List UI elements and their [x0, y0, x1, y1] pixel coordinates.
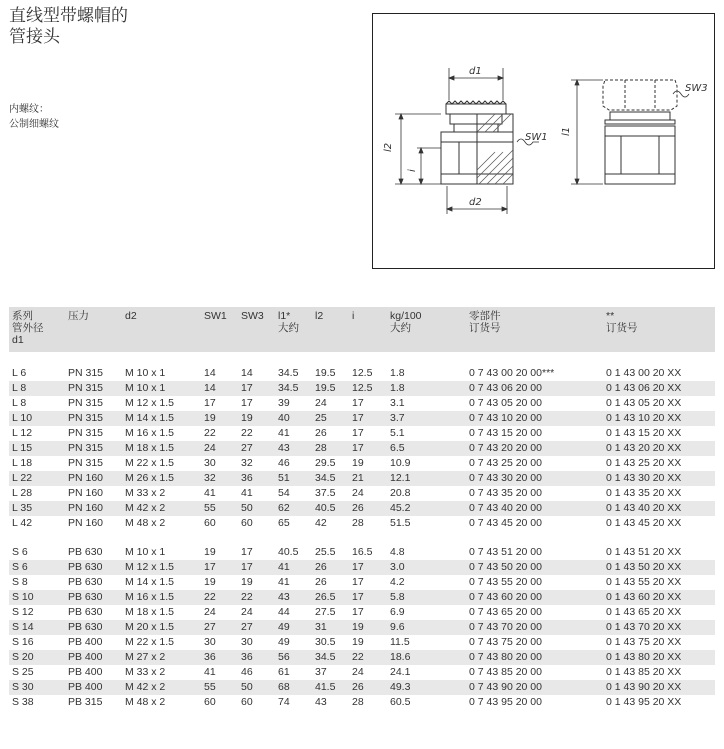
cell-order-number: 0 1 43 45 20 XX: [606, 517, 682, 529]
cell-sw1: 32: [201, 471, 238, 486]
cell-pressure: PB 315: [68, 696, 103, 708]
cell-sw3: 36: [238, 471, 275, 486]
cell-series: L 12: [12, 427, 33, 439]
cell-d2: M 20 x 1.5: [122, 620, 201, 635]
cell-series: S 30: [9, 680, 65, 695]
cell-order-number: 0 1 43 75 20 XX: [606, 636, 682, 648]
table-row: [9, 575, 715, 590]
col-header-i: i: [349, 307, 381, 352]
cell-d2: M 10 x 1: [125, 546, 166, 558]
dim-sw1-label: SW1: [525, 132, 548, 143]
col-header-weight: kg/100 大约: [381, 307, 466, 352]
cell-l1: 44: [278, 606, 290, 618]
cell-pressure: PN 315: [68, 367, 104, 379]
cell-l2: 37: [315, 666, 327, 678]
cell-l2: 30.5: [315, 636, 336, 648]
cell-l2: 42: [315, 517, 327, 529]
cell-l2: 19.5: [312, 381, 349, 396]
dim-i-label: i: [407, 169, 418, 172]
cell-part-number: 0 7 43 75 20 00: [469, 636, 542, 648]
cell-sw3: 50: [238, 501, 275, 516]
cell-sw3: 36: [238, 650, 275, 665]
cell-i: 17: [352, 606, 364, 618]
cell-sw1: 41: [204, 487, 216, 499]
cell-weight: 24.1: [390, 666, 411, 678]
cell-i: 28: [352, 696, 364, 708]
cell-series: S 10: [9, 590, 65, 605]
cell-sw1: 36: [201, 650, 238, 665]
cell-l2: 43: [315, 696, 327, 708]
cell-l2: 31: [312, 620, 349, 635]
cell-part-number: 0 7 43 65 20 00: [469, 606, 542, 618]
cell-sw1: 55: [201, 501, 238, 516]
cell-l1: 41: [278, 427, 290, 439]
table-row: [9, 665, 715, 680]
cell-weight: 6.9: [390, 606, 405, 618]
cell-part-number: 0 7 43 00 20 00***: [469, 367, 555, 379]
cell-weight: 3.7: [381, 411, 466, 426]
cell-weight: 9.6: [381, 620, 466, 635]
cell-sw1: 30: [204, 457, 216, 469]
table-row: [9, 695, 715, 710]
cell-weight: 60.5: [390, 696, 411, 708]
cell-sw1: 60: [204, 696, 216, 708]
cell-weight: 10.9: [390, 457, 411, 469]
cell-i: 17: [349, 590, 381, 605]
cell-l2: 28: [312, 441, 349, 456]
cell-l2: 37.5: [315, 487, 336, 499]
page-title: [9, 6, 128, 48]
col-header-d2: d2: [122, 307, 201, 352]
cell-l1: 46: [278, 457, 290, 469]
group-spacer: [9, 531, 715, 545]
cell-sw3: 17: [238, 381, 275, 396]
technical-drawing: [372, 13, 715, 269]
cell-pressure: PN 315: [68, 457, 104, 469]
table-row: [9, 501, 715, 516]
cell-weight: 6.5: [381, 441, 466, 456]
table-row: [9, 635, 715, 650]
cell-sw3: 24: [241, 606, 253, 618]
cell-sw3: 14: [241, 367, 253, 379]
cell-sw3: 17: [241, 546, 253, 558]
cell-series: L 10: [9, 411, 65, 426]
table-row: [9, 590, 715, 605]
table-row: [9, 426, 715, 441]
cell-order-number: 0 1 43 70 20 XX: [603, 620, 715, 635]
table-row: [9, 516, 715, 531]
cell-order-number: 0 1 43 80 20 XX: [603, 650, 715, 665]
cell-order-number: 0 1 43 00 20 XX: [606, 367, 682, 379]
cell-l1: 51: [275, 471, 312, 486]
cell-l1: 49: [275, 620, 312, 635]
cell-order-number: 0 1 43 90 20 XX: [603, 680, 715, 695]
cell-pressure: PN 160: [68, 517, 104, 529]
cell-d2: M 10 x 1: [122, 381, 201, 396]
cell-part-number: 0 7 43 06 20 00: [466, 381, 603, 396]
cell-l1: 49: [278, 636, 290, 648]
cell-series: S 14: [9, 620, 65, 635]
title-line-1: 直线型带螺帽的: [9, 6, 128, 26]
cell-sw3: 27: [238, 441, 275, 456]
col-header-l2: l2: [312, 307, 349, 352]
cell-i: 17: [352, 427, 364, 439]
col-header-pressure: 压力: [65, 307, 122, 352]
cell-part-number: 0 7 43 35 20 00: [469, 487, 542, 499]
table-row: [9, 396, 715, 411]
cell-pressure: PB 630: [65, 590, 122, 605]
cell-l2: 24: [315, 397, 327, 409]
cell-series: L 28: [12, 487, 33, 499]
table-row: [9, 486, 715, 501]
table-row: [9, 680, 715, 695]
cell-part-number: 0 7 43 70 20 00: [466, 620, 603, 635]
fitting-drawing-svg: [373, 14, 716, 270]
cell-pressure: PB 400: [68, 636, 103, 648]
cell-sw1: 19: [204, 546, 216, 558]
col-header-sw1: SW1: [201, 307, 238, 352]
cell-d2: M 18 x 1.5: [125, 606, 175, 618]
dimensions-table: [9, 307, 715, 710]
nut-dashed: [603, 80, 677, 110]
cell-d2: M 14 x 1.5: [122, 411, 201, 426]
cell-i: 26: [349, 501, 381, 516]
cell-sw1: 60: [204, 517, 216, 529]
cell-weight: 4.8: [390, 546, 405, 558]
cell-weight: 1.8: [381, 381, 466, 396]
cell-order-number: 0 1 43 25 20 XX: [606, 457, 682, 469]
cell-part-number: 0 7 43 20 20 00: [466, 441, 603, 456]
cell-pressure: PB 630: [68, 576, 103, 588]
cell-series: S 6: [12, 546, 28, 558]
cell-series: L 18: [12, 457, 33, 469]
cell-pressure: PN 160: [65, 471, 122, 486]
cell-pressure: PB 400: [65, 680, 122, 695]
cell-l1: 65: [278, 517, 290, 529]
cell-d2: M 14 x 1.5: [125, 576, 175, 588]
cell-i: 17: [349, 560, 381, 575]
cell-pressure: PN 160: [65, 501, 122, 516]
cell-pressure: PN 160: [68, 487, 104, 499]
cell-pressure: PB 630: [68, 546, 103, 558]
cell-pressure: PB 400: [68, 666, 103, 678]
cell-pressure: PN 315: [68, 427, 104, 439]
cell-weight: 49.3: [381, 680, 466, 695]
cell-part-number: 0 7 43 45 20 00: [469, 517, 542, 529]
cell-l2: 34.5: [312, 471, 349, 486]
cell-part-number: 0 7 43 60 20 00: [466, 590, 603, 605]
cell-sw1: 24: [201, 441, 238, 456]
cell-order-number: 0 1 43 55 20 XX: [606, 576, 682, 588]
title-line-2: 管接头: [9, 27, 60, 47]
cell-i: 19: [352, 636, 364, 648]
cell-sw1: 55: [201, 680, 238, 695]
cell-order-number: 0 1 43 05 20 XX: [606, 397, 682, 409]
cell-series: S 16: [12, 636, 34, 648]
cell-part-number: 0 7 43 90 20 00: [466, 680, 603, 695]
cell-i: 22: [349, 650, 381, 665]
cell-series: L 42: [12, 517, 33, 529]
cell-weight: 12.1: [381, 471, 466, 486]
cell-d2: M 33 x 2: [125, 487, 166, 499]
body-hex-right: [605, 126, 675, 184]
cell-d2: M 48 x 2: [125, 517, 166, 529]
cell-weight: 18.6: [381, 650, 466, 665]
cell-pressure: PB 630: [65, 560, 122, 575]
cell-part-number: 0 7 43 51 20 00: [469, 546, 542, 558]
cell-i: 28: [352, 517, 364, 529]
cell-l1: 34.5: [275, 381, 312, 396]
cell-sw3: 46: [241, 666, 253, 678]
cell-l2: 26.5: [312, 590, 349, 605]
cell-l1: 43: [275, 590, 312, 605]
cell-order-number: 0 1 43 85 20 XX: [606, 666, 682, 678]
table-row: [9, 605, 715, 620]
cell-sw1: 14: [204, 367, 216, 379]
col-header-l1: l1* 大约: [275, 307, 312, 352]
cell-part-number: 0 7 43 55 20 00: [469, 576, 542, 588]
cell-l1: 41: [275, 560, 312, 575]
cell-l1: 61: [278, 666, 290, 678]
cell-i: 17: [352, 397, 364, 409]
dim-l2-label: l2: [383, 142, 394, 152]
cell-l1: 41: [278, 576, 290, 588]
cell-sw1: 22: [201, 590, 238, 605]
cell-sw3: 19: [238, 411, 275, 426]
table-row: [9, 620, 715, 635]
cell-sw3: 60: [241, 696, 253, 708]
cell-l1: 40: [275, 411, 312, 426]
cell-pressure: PB 630: [68, 606, 103, 618]
cell-series: L 22: [9, 471, 65, 486]
cell-d2: M 27 x 2: [122, 650, 201, 665]
cell-weight: 5.8: [381, 590, 466, 605]
cell-sw1: 14: [201, 381, 238, 396]
cell-part-number: 0 7 43 95 20 00: [469, 696, 542, 708]
dim-l1-label: l1: [561, 126, 572, 136]
cell-weight: 1.8: [390, 367, 405, 379]
cell-order-number: 0 1 43 50 20 XX: [603, 560, 715, 575]
cell-order-number: 0 1 43 51 20 XX: [606, 546, 682, 558]
cell-d2: M 22 x 1.5: [125, 636, 175, 648]
cell-sw1: 24: [204, 606, 216, 618]
cell-weight: 3.1: [390, 397, 405, 409]
cell-sw1: 19: [201, 411, 238, 426]
cell-sw3: 27: [238, 620, 275, 635]
cell-sw3: 41: [241, 487, 253, 499]
cell-weight: 20.8: [390, 487, 411, 499]
cell-i: 17: [352, 576, 364, 588]
cell-sw3: 22: [238, 590, 275, 605]
cell-d2: M 10 x 1: [125, 367, 166, 379]
cell-d2: M 42 x 2: [122, 501, 201, 516]
cell-order-number: 0 1 43 65 20 XX: [606, 606, 682, 618]
cell-part-number: 0 7 43 40 20 00: [466, 501, 603, 516]
thread-note-line-1: 内螺纹：: [9, 104, 49, 115]
cell-d2: M 42 x 2: [122, 680, 201, 695]
group-spacer: [9, 352, 715, 366]
cell-l2: 29.5: [315, 457, 336, 469]
cell-order-number: 0 1 43 95 20 XX: [606, 696, 682, 708]
table-row: [9, 650, 715, 665]
cell-sw1: 27: [201, 620, 238, 635]
cell-l2: 26: [312, 560, 349, 575]
cell-pressure: PN 315: [68, 397, 104, 409]
cell-d2: M 12 x 1.5: [125, 397, 175, 409]
cell-l1: 68: [275, 680, 312, 695]
cell-l1: 62: [275, 501, 312, 516]
cell-i: 26: [349, 680, 381, 695]
cell-l1: 56: [275, 650, 312, 665]
cell-l1: 54: [278, 487, 290, 499]
cell-part-number: 0 7 43 15 20 00: [469, 427, 542, 439]
cell-order-number: 0 1 43 60 20 XX: [603, 590, 715, 605]
cell-part-number: 0 7 43 80 20 00: [466, 650, 603, 665]
cell-l2: 41.5: [312, 680, 349, 695]
cell-sw3: 17: [238, 560, 275, 575]
cell-order-number: 0 1 43 06 20 XX: [603, 381, 715, 396]
cell-part-number: 0 7 43 30 20 00: [466, 471, 603, 486]
cell-sw3: 32: [241, 457, 253, 469]
table-header-row: [9, 307, 715, 352]
cell-i: 12.5: [349, 381, 381, 396]
cell-l1: 34.5: [278, 367, 299, 379]
thread-neck: [446, 104, 506, 114]
col-header-series: 系列 管外径 d1: [9, 307, 65, 352]
cell-series: L 15: [9, 441, 65, 456]
cell-sw3: 17: [241, 397, 253, 409]
cell-weight: 3.0: [381, 560, 466, 575]
dim-d2-label: d2: [469, 197, 482, 208]
cell-part-number: 0 7 43 25 20 00: [469, 457, 542, 469]
cell-l2: 26: [315, 427, 327, 439]
cell-sw1: 19: [204, 576, 216, 588]
cell-sw1: 30: [204, 636, 216, 648]
dim-sw3-label: SW3: [685, 83, 708, 94]
col-header-order-number: ** 订货号: [603, 307, 715, 352]
cell-l2: 27.5: [315, 606, 336, 618]
table-row: [9, 560, 715, 575]
cell-order-number: 0 1 43 20 20 XX: [603, 441, 715, 456]
cell-d2: M 48 x 2: [125, 696, 166, 708]
table-row: [9, 471, 715, 486]
cell-i: 12.5: [352, 367, 373, 379]
cell-sw1: 22: [204, 427, 216, 439]
cell-series: L 35: [9, 501, 65, 516]
cell-i: 24: [352, 487, 364, 499]
cell-pressure: PN 315: [65, 441, 122, 456]
table-row: [9, 545, 715, 560]
cell-i: 24: [352, 666, 364, 678]
cell-i: 21: [349, 471, 381, 486]
cell-part-number: 0 7 43 05 20 00: [469, 397, 542, 409]
cell-l1: 43: [275, 441, 312, 456]
cell-series: L 8: [9, 381, 65, 396]
cell-sw1: 41: [204, 666, 216, 678]
cell-series: S 25: [12, 666, 34, 678]
col-header-sw3: SW3: [238, 307, 275, 352]
cell-l2: 25.5: [315, 546, 336, 558]
cell-sw3: 22: [241, 427, 253, 439]
cell-weight: 45.2: [381, 501, 466, 516]
cell-sw3: 19: [241, 576, 253, 588]
cell-l2: 26: [315, 576, 327, 588]
cell-series: S 12: [12, 606, 34, 618]
table-row: [9, 381, 715, 396]
cell-order-number: 0 1 43 30 20 XX: [603, 471, 715, 486]
cell-part-number: 0 7 43 50 20 00: [466, 560, 603, 575]
cell-order-number: 0 1 43 35 20 XX: [606, 487, 682, 499]
cell-order-number: 0 1 43 40 20 XX: [603, 501, 715, 516]
thread-note: [9, 102, 59, 132]
cell-d2: M 33 x 2: [125, 666, 166, 678]
cell-l2: 19.5: [315, 367, 336, 379]
cell-l2: 25: [312, 411, 349, 426]
cell-d2: M 26 x 1.5: [122, 471, 201, 486]
cell-weight: 11.5: [390, 636, 410, 648]
cell-series: S 6: [9, 560, 65, 575]
cell-part-number: 0 7 43 85 20 00: [469, 666, 542, 678]
cell-l1: 40.5: [278, 546, 299, 558]
cell-series: L 8: [12, 397, 27, 409]
cell-series: S 20: [9, 650, 65, 665]
cell-i: 17: [349, 411, 381, 426]
cell-pressure: PN 315: [65, 411, 122, 426]
cell-d2: M 16 x 1.5: [125, 427, 175, 439]
table-row: [9, 441, 715, 456]
cell-i: 17: [349, 441, 381, 456]
cell-weight: 5.1: [390, 427, 405, 439]
cell-pressure: PB 400: [65, 650, 122, 665]
cell-sw3: 30: [241, 636, 253, 648]
cell-series: L 6: [12, 367, 27, 379]
cell-l2: 40.5: [312, 501, 349, 516]
cell-d2: M 16 x 1.5: [122, 590, 201, 605]
cell-order-number: 0 1 43 10 20 XX: [603, 411, 715, 426]
cell-sw3: 50: [238, 680, 275, 695]
table-row: [9, 456, 715, 471]
cell-i: 19: [349, 620, 381, 635]
cell-d2: M 22 x 1.5: [125, 457, 175, 469]
cell-i: 19: [352, 457, 364, 469]
cell-l1: 74: [278, 696, 290, 708]
cell-l2: 34.5: [312, 650, 349, 665]
dim-d1-label: d1: [469, 66, 482, 77]
cell-weight: 51.5: [390, 517, 411, 529]
cell-i: 16.5: [352, 546, 373, 558]
cell-series: S 8: [12, 576, 28, 588]
col-header-part-number: 零部件 订货号: [466, 307, 603, 352]
cell-d2: M 18 x 1.5: [122, 441, 201, 456]
cell-pressure: PB 630: [65, 620, 122, 635]
cell-sw1: 17: [204, 397, 216, 409]
table-row: [9, 366, 715, 381]
cell-part-number: 0 7 43 10 20 00: [466, 411, 603, 426]
cell-sw3: 60: [241, 517, 253, 529]
cell-order-number: 0 1 43 15 20 XX: [606, 427, 682, 439]
cell-d2: M 12 x 1.5: [122, 560, 201, 575]
cell-l1: 39: [278, 397, 290, 409]
cell-sw1: 17: [201, 560, 238, 575]
cell-series: S 38: [12, 696, 34, 708]
table-body: [9, 352, 715, 710]
cell-pressure: PN 315: [65, 381, 122, 396]
cell-weight: 4.2: [390, 576, 405, 588]
table-row: [9, 411, 715, 426]
thread-note-line-2: 公制细螺纹: [9, 119, 59, 130]
